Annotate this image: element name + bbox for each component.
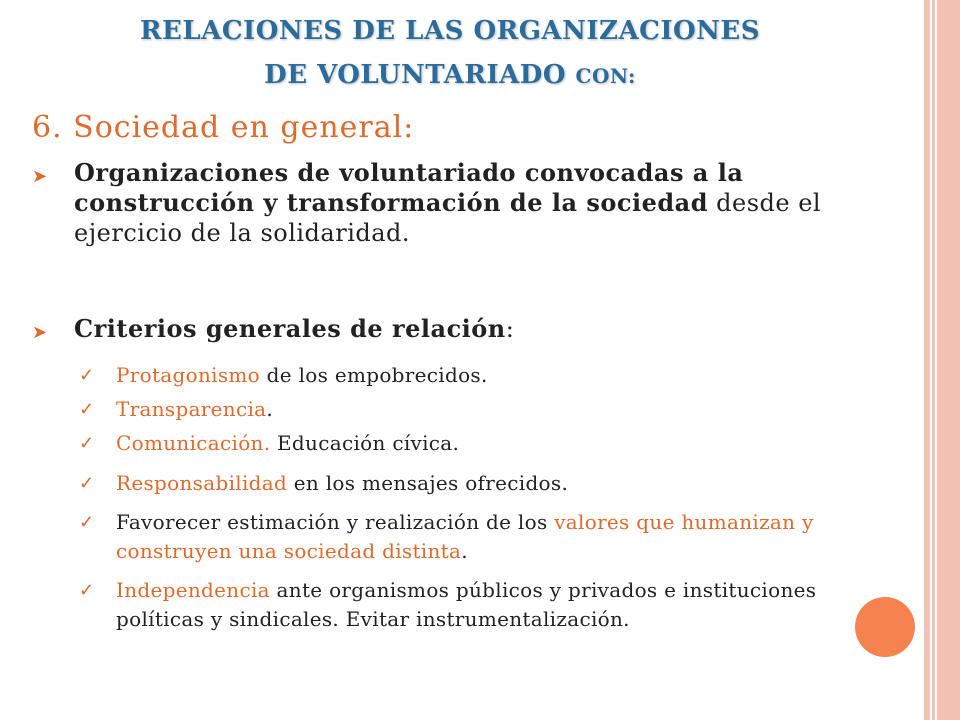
list-item [116,576,906,634]
check-icon: ✓ [79,580,95,601]
list-item [116,429,906,458]
plain-text: desde el ejercicio de la solidaridad. [74,189,822,247]
plain-text: . [266,397,274,421]
arrow-bullet-icon: ➤ [32,322,48,343]
highlight-text: Comunicación. [116,431,271,455]
list-item [116,395,906,424]
highlight-text: Independencia [116,578,270,602]
highlight-text: Transparencia [116,397,267,421]
check-icon: ✓ [79,365,95,386]
decorative-stripe [932,0,935,720]
highlight-text: Protagonismo [116,363,261,387]
arrow-bullet-icon: ➤ [32,166,48,187]
bold-text: Organizaciones de voluntariado convocadas a la construcción y transformación de la sociedad [74,158,744,217]
check-icon: ✓ [79,433,95,454]
slide-title-line-2 [0,60,900,90]
check-icon: ✓ [79,399,95,420]
bold-text: Criterios generales de relación [74,314,506,343]
check-icon: ✓ [79,473,95,494]
slide-title-line-1: RELACIONES DE LAS ORGANIZACIONES [139,16,761,46]
section-heading: 6. Sociedad en general: [32,110,415,145]
plain-text: Favorecer estimación y realización de los [116,510,555,534]
plain-text: ante organismos públicos y privados e instituciones políticas y sindicales. Evitar instrumentalización. [116,578,817,631]
list-item [116,361,906,390]
check-icon: ✓ [79,512,95,533]
bullet-paragraph-2 [74,314,914,344]
bullet-paragraph-1 [74,158,914,248]
plain-text: de los empobrecidos. [260,363,488,387]
highlight-text: Responsabilidad [116,471,288,495]
list-item [116,508,906,566]
decorative-stripe [937,0,960,720]
plain-text: en los mensajes ofrecidos. [287,471,569,495]
plain-text: : [505,315,515,343]
highlight-text: valores que humanizan y construyen una sociedad distinta [116,510,814,563]
title-text: DE VOLUNTARIADO [264,60,576,90]
list-item [116,469,906,498]
decorative-stripe [924,0,930,720]
plain-text: . [461,539,468,563]
title-text-small: CON: [575,64,636,88]
plain-text: Educación cívica. [270,431,460,455]
